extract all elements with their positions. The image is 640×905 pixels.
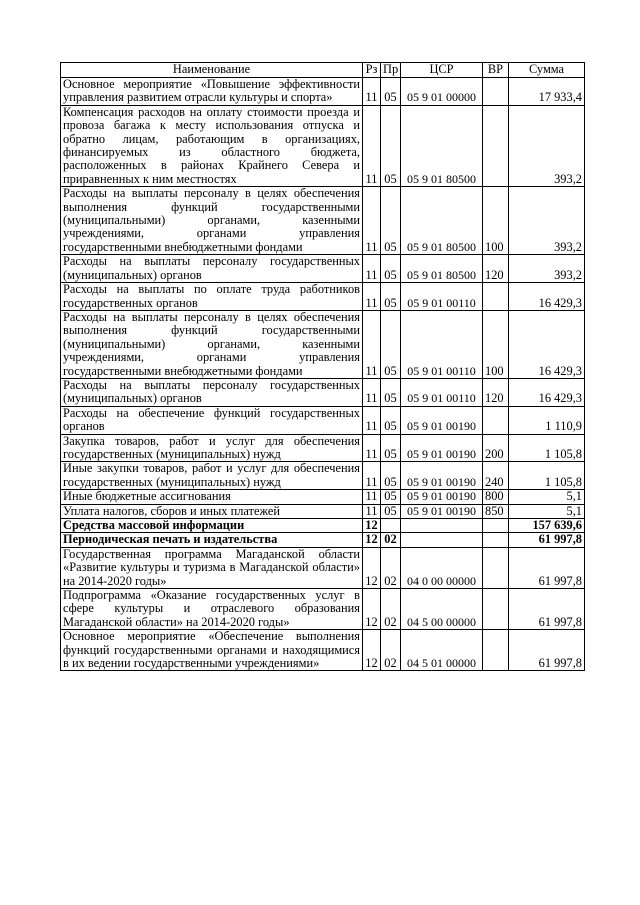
cell-sum: 5,1 [509, 490, 585, 504]
cell-csr: 05 9 01 00110 [401, 310, 483, 378]
table-row [61, 378, 585, 406]
cell-rz: 12 [363, 519, 381, 533]
cell-rz: 11 [363, 310, 381, 378]
cell-name: Основное мероприятие «Обеспечение выполнения функций государственными органами и находящимися в их ведении государственными учреждениями» [61, 630, 363, 671]
table-row [61, 519, 585, 533]
cell-vr [483, 589, 509, 630]
cell-pr: 05 [381, 490, 401, 504]
cell-csr: 05 9 01 80500 [401, 105, 483, 186]
cell-csr: 05 9 01 00190 [401, 462, 483, 490]
cell-sum: 157 639,6 [509, 519, 585, 533]
table-row [61, 283, 585, 311]
table-body [61, 78, 585, 671]
cell-name: Расходы на выплаты персоналу государственных (муниципальных) органов [61, 255, 363, 283]
cell-sum: 61 997,8 [509, 533, 585, 547]
cell-rz: 12 [363, 630, 381, 671]
header-row [61, 63, 585, 78]
table-row [61, 589, 585, 630]
table-row [61, 630, 585, 671]
cell-sum: 17 933,4 [509, 78, 585, 106]
cell-name: Основное мероприятие «Повышение эффективности управления развитием отрасли культуры и спорта» [61, 78, 363, 106]
cell-csr: 05 9 01 80500 [401, 255, 483, 283]
cell-name: Периодическая печать и издательства [61, 533, 363, 547]
cell-vr: 850 [483, 504, 509, 518]
cell-rz: 12 [363, 589, 381, 630]
header-rz: Рз [363, 63, 381, 78]
cell-vr [483, 547, 509, 588]
header-name: Наименование [61, 63, 363, 78]
cell-rz: 11 [363, 78, 381, 106]
cell-csr: 05 9 01 00190 [401, 406, 483, 434]
cell-sum: 1 105,8 [509, 462, 585, 490]
cell-rz: 11 [363, 187, 381, 255]
cell-vr [483, 406, 509, 434]
cell-pr: 05 [381, 406, 401, 434]
cell-vr: 120 [483, 255, 509, 283]
cell-pr: 05 [381, 434, 401, 462]
table-row [61, 406, 585, 434]
cell-name: Подпрограмма «Оказание государственных услуг в сфере культуры и отраслевого образования Магаданской области» на 2014-2020 годы» [61, 589, 363, 630]
cell-vr [483, 630, 509, 671]
cell-name: Расходы на выплаты персоналу в целях обеспечения выполнения функций государственными (муниципальными) органами, казенными учреждениями, органами управления государственными внебюджетными фондами [61, 310, 363, 378]
cell-pr: 05 [381, 283, 401, 311]
cell-csr: 05 9 01 00190 [401, 490, 483, 504]
cell-rz: 11 [363, 378, 381, 406]
cell-name: Расходы на выплаты персоналу в целях обеспечения выполнения функций государственными (муниципальными) органами, казенными учреждениями, органами управления государственными внебюджетными фондами [61, 187, 363, 255]
cell-pr: 05 [381, 462, 401, 490]
cell-csr: 05 9 01 80500 [401, 187, 483, 255]
header-pr: Пр [381, 63, 401, 78]
cell-rz: 11 [363, 462, 381, 490]
cell-name: Государственная программа Магаданской области «Развитие культуры и туризма в Магаданской области» на 2014-2020 годы» [61, 547, 363, 588]
cell-sum: 61 997,8 [509, 630, 585, 671]
cell-sum: 393,2 [509, 187, 585, 255]
cell-pr: 05 [381, 310, 401, 378]
cell-sum: 16 429,3 [509, 310, 585, 378]
cell-rz: 11 [363, 255, 381, 283]
cell-pr: 02 [381, 589, 401, 630]
cell-rz: 11 [363, 406, 381, 434]
table-row [61, 187, 585, 255]
cell-csr: 05 9 01 00110 [401, 283, 483, 311]
header-csr: ЦСР [401, 63, 483, 78]
cell-csr [401, 533, 483, 547]
cell-rz: 11 [363, 504, 381, 518]
cell-sum: 393,2 [509, 255, 585, 283]
cell-pr [381, 519, 401, 533]
cell-sum: 61 997,8 [509, 547, 585, 588]
cell-pr: 05 [381, 187, 401, 255]
cell-pr: 02 [381, 630, 401, 671]
table-row [61, 105, 585, 186]
table-row [61, 434, 585, 462]
table-row [61, 78, 585, 106]
cell-pr: 05 [381, 105, 401, 186]
cell-rz: 12 [363, 547, 381, 588]
cell-name: Иные закупки товаров, работ и услуг для обеспечения государственных (муниципальных) нужд [61, 462, 363, 490]
cell-name: Расходы на выплаты персоналу государственных (муниципальных) органов [61, 378, 363, 406]
cell-vr: 800 [483, 490, 509, 504]
cell-csr: 05 9 01 00190 [401, 434, 483, 462]
cell-name: Средства массовой информации [61, 519, 363, 533]
cell-name: Закупка товаров, работ и услуг для обеспечения государственных (муниципальных) нужд [61, 434, 363, 462]
table-row [61, 462, 585, 490]
header-sum: Сумма [509, 63, 585, 78]
cell-vr [483, 78, 509, 106]
cell-rz: 11 [363, 283, 381, 311]
cell-name: Расходы на обеспечение функций государственных органов [61, 406, 363, 434]
cell-pr: 02 [381, 547, 401, 588]
cell-sum: 16 429,3 [509, 283, 585, 311]
cell-vr [483, 105, 509, 186]
cell-sum: 1 105,8 [509, 434, 585, 462]
table-row [61, 310, 585, 378]
table-row [61, 533, 585, 547]
cell-rz: 11 [363, 490, 381, 504]
cell-vr [483, 283, 509, 311]
table-row [61, 504, 585, 518]
cell-rz: 11 [363, 434, 381, 462]
cell-csr [401, 519, 483, 533]
table-row [61, 255, 585, 283]
cell-rz: 11 [363, 105, 381, 186]
cell-vr: 200 [483, 434, 509, 462]
cell-pr: 05 [381, 78, 401, 106]
cell-name: Компенсация расходов на оплату стоимости проезда и провоза багажа к месту использования отпуска и обратно лицам, работающим в организациях, финансируемых из областного бюджета, расположенных в районах Крайнего Севера и приравненных к ним местностях [61, 105, 363, 186]
table-row [61, 547, 585, 588]
cell-sum: 16 429,3 [509, 378, 585, 406]
cell-sum: 61 997,8 [509, 589, 585, 630]
cell-csr: 05 9 01 00000 [401, 78, 483, 106]
cell-csr: 04 5 00 00000 [401, 589, 483, 630]
cell-vr: 100 [483, 310, 509, 378]
cell-name: Иные бюджетные ассигнования [61, 490, 363, 504]
cell-sum: 1 110,9 [509, 406, 585, 434]
cell-csr: 05 9 01 00110 [401, 378, 483, 406]
cell-rz: 12 [363, 533, 381, 547]
header-vr: ВР [483, 63, 509, 78]
table-row [61, 490, 585, 504]
cell-vr: 240 [483, 462, 509, 490]
cell-sum: 393,2 [509, 105, 585, 186]
cell-pr: 05 [381, 504, 401, 518]
cell-sum: 5,1 [509, 504, 585, 518]
cell-vr [483, 519, 509, 533]
cell-vr: 120 [483, 378, 509, 406]
cell-csr: 04 5 01 00000 [401, 630, 483, 671]
cell-csr: 04 0 00 00000 [401, 547, 483, 588]
cell-csr: 05 9 01 00190 [401, 504, 483, 518]
cell-pr: 02 [381, 533, 401, 547]
cell-name: Уплата налогов, сборов и иных платежей [61, 504, 363, 518]
cell-pr: 05 [381, 255, 401, 283]
cell-vr: 100 [483, 187, 509, 255]
cell-name: Расходы на выплаты по оплате труда работников государственных органов [61, 283, 363, 311]
cell-vr [483, 533, 509, 547]
cell-pr: 05 [381, 378, 401, 406]
budget-table [60, 62, 585, 671]
